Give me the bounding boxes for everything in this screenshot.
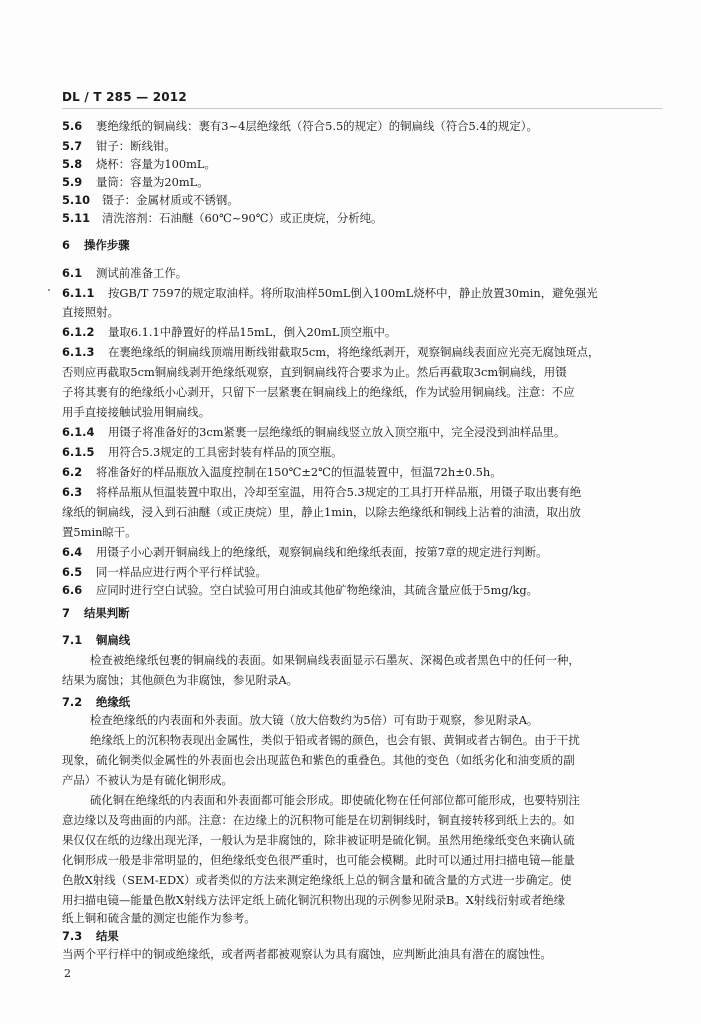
clause-6-6: [62, 582, 660, 598]
clause-number: 6.1.4: [62, 425, 95, 439]
clause-5-6: [62, 118, 660, 134]
text-line: [62, 504, 660, 520]
text-line: [62, 892, 660, 908]
line-text: 子将其裹有的绝缘纸小心剥开，只留下一层紧裹在铜扁线上的绝缘纸，作为试验用铜扁线。注意：不应: [62, 385, 575, 399]
clause-number: 7.1: [62, 633, 83, 647]
line-text: 否则应再截取5cm铜扁线剥开绝缘纸观察，直到铜扁线符合要求为止。然后再截取3cm铜扁线，用镊: [62, 365, 567, 379]
line-text: 镊子：金属材质或不锈钢。: [102, 193, 239, 207]
line-text: 色散X射线（SEM-EDX）或者类似的方法来测定绝缘纸上总的铜含量和硫含量的方式进一步确定。使: [62, 873, 572, 887]
clause-6-4: [62, 544, 660, 560]
clause-5-9: [62, 174, 660, 190]
line-text: 在裹绝缘纸的铜扁线顶端用断线钳截取5cm，将绝缘纸剥开，观察铜扁线表面应光亮无腐蚀斑点，: [108, 345, 600, 359]
line-text: 用手直接接触试验用铜扁线。: [62, 405, 211, 419]
clause-number: 6.2: [62, 465, 83, 479]
clause-number: 5.10: [62, 193, 91, 207]
clause-6-5: [62, 564, 660, 580]
line-text: 用符合5.3规定的工具密封装有样品的顶空瓶。: [108, 445, 343, 459]
clause-number: 5.11: [62, 211, 91, 225]
section-heading: 结果判断: [84, 606, 130, 620]
clause-6-1-3: [62, 344, 660, 360]
line-text: 清洗溶剂：石油醚（60℃~90℃）或正庚烷，分析纯。: [102, 211, 383, 225]
text-line: [62, 832, 660, 848]
line-text: 用镊子将准备好的3cm紧裹一层绝缘纸的铜扁线竖立放入顶空瓶中，完全浸没到油样品里。: [108, 425, 566, 439]
line-text: 钳子：断线钳。: [96, 139, 176, 153]
section-heading: 结果: [96, 929, 119, 943]
clause-7-3: [62, 928, 660, 944]
line-text: 用镊子小心剥开铜扁线上的绝缘纸，观察铜扁线和绝缘纸表面，按第7章的规定进行判断。: [96, 545, 548, 559]
text-line: [62, 872, 660, 888]
line-text: 同一样品应进行两个平行样试验。: [96, 565, 267, 579]
clause-number: 5.7: [62, 139, 83, 153]
clause-number: 7.3: [62, 929, 83, 943]
text-line: [90, 732, 660, 748]
line-text: 将样品瓶从恒温装置中取出，冷却至室温，用符合5.3规定的工具打开样品瓶，用镊子取出裹有绝: [96, 485, 582, 499]
section-heading: 铜扁线: [96, 633, 131, 647]
clause-7-1: [62, 632, 660, 648]
clause-number: 7: [62, 606, 70, 620]
clause-number: 6.3: [62, 485, 83, 499]
standard-code-header: DL / T 285 — 2012: [62, 90, 187, 104]
clause-7: [62, 605, 660, 621]
clause-6-1-5: [62, 444, 660, 460]
text-line: [62, 524, 660, 540]
margin-speck: [48, 289, 50, 291]
text-line: [62, 852, 660, 868]
text-line: [62, 672, 660, 688]
text-line: [62, 752, 660, 768]
clause-7-2: [62, 694, 660, 710]
line-text: 纸上铜和硫含量的测定也能作为参考。: [62, 911, 256, 925]
line-text: 检查绝缘纸的内表面和外表面。放大镜（放大倍数约为5倍）可有助于观察，参见附录A。: [90, 713, 539, 727]
text-line: [62, 772, 660, 788]
line-text: 当两个平行样中的铜或绝缘纸，或者两者都被观察认为具有腐蚀，应判断此油具有潜在的腐蚀性。: [62, 947, 552, 961]
line-text: 绝缘纸上的沉积物表现出金属性，类似于铅或者锡的颜色，也会有银、黄铜或者古铜色。由于干扰: [90, 733, 580, 747]
clause-number: 6.1.1: [62, 286, 95, 300]
clause-6-1-4: [62, 424, 660, 440]
section-heading: 绝缘纸: [96, 695, 131, 709]
line-text: 产品）不被认为是有硫化铜形成。: [62, 773, 233, 787]
clause-5-8: [62, 156, 660, 172]
clause-number: 6.6: [62, 583, 83, 597]
text-line: [62, 946, 660, 962]
clause-number: 6.5: [62, 565, 83, 579]
clause-number: 5.6: [62, 119, 83, 133]
clause-number: 6.1.2: [62, 325, 95, 339]
line-text: 果仅仅在纸的边缘出现光泽，一般认为是非腐蚀的，除非被证明是硫化铜。虽然用绝缘纸变色来确认硫: [62, 833, 575, 847]
line-text: 现象，硫化铜类似金属性的外表面也会出现蓝色和紫色的重叠色。其他的变色（如纸劣化和油变质的副: [62, 753, 575, 767]
text-line: [62, 812, 660, 828]
clause-number: 5.8: [62, 157, 83, 171]
line-text: 烧杯：容量为100mL。: [96, 157, 216, 171]
line-text: 结果为腐蚀；其他颜色为非腐蚀，参见附录A。: [62, 673, 299, 687]
clause-5-10: [62, 192, 660, 208]
line-text: 检查被绝缘纸包裹的铜扁线的表面。如果铜扁线表面显示石墨灰、深褐色或者黑色中的任何一种，: [90, 653, 580, 667]
clause-5-7: [62, 138, 660, 154]
text-line: [90, 652, 660, 668]
line-text: 测试前准备工作。: [96, 266, 188, 280]
clause-6-1: [62, 265, 660, 281]
line-text: 将准备好的样品瓶放入温度控制在150℃±2℃的恒温装置中，恒温72h±0.5h。: [96, 465, 502, 479]
clause-6-1-2: [62, 324, 660, 340]
line-text: 裹绝缘纸的铜扁线：裹有3~4层绝缘纸（符合5.5的规定）的铜扁线（符合5.4的规定）。: [96, 119, 538, 133]
text-line: [62, 384, 660, 400]
line-text: 缘纸的铜扁线，浸入到石油醚（或正庚烷）里，静止1min，以除去绝缘纸和铜线上沾着的油渍，取出放: [62, 505, 581, 519]
clause-6-2: [62, 464, 660, 480]
text-line: [62, 364, 660, 380]
line-text: 硫化铜在绝缘纸的内表面和外表面都可能会形成。即使硫化物在任何部位都可能形成，也要特别注: [90, 793, 580, 807]
clause-number: 6.1: [62, 266, 83, 280]
clause-6-3: [62, 484, 660, 500]
clause-5-11: [62, 210, 660, 226]
clause-number: 6.1.5: [62, 445, 95, 459]
page-number: 2: [64, 967, 71, 980]
line-text: 按GB/T 7597的规定取油样。将所取油样50mL倒入100mL烧杯中，静止放置30min，避免强光: [108, 286, 598, 300]
text-line: [62, 304, 660, 320]
line-text: 用扫描电镜—能量色散X射线方法评定纸上硫化铜沉积物出现的示例参见附录B。X射线衍射或者绝缘: [62, 893, 565, 907]
section-heading: 操作步骤: [84, 238, 130, 252]
clause-number: 6.1.3: [62, 345, 95, 359]
header-rule: [62, 108, 662, 109]
line-text: 直接照射。: [62, 305, 119, 319]
clause-number: 7.2: [62, 695, 83, 709]
line-text: 意边缘以及弯曲面的内部。注意：在边缘上的沉积物可能是在切割铜线时，铜直接转移到纸上去的。如: [62, 813, 575, 827]
text-line: [62, 404, 660, 420]
text-line: [90, 792, 660, 808]
line-text: 应同时进行空白试验。空白试验可用白油或其他矿物绝缘油，其硫含量应低于5mg/kg。: [96, 583, 539, 597]
clause-number: 6.4: [62, 545, 83, 559]
clause-number: 5.9: [62, 175, 83, 189]
line-text: 量筒：容量为20mL。: [96, 175, 209, 189]
text-line: [90, 712, 660, 728]
line-text: 量取6.1.1中静置好的样品15mL，倒入20mL顶空瓶中。: [108, 325, 397, 339]
clause-6: [62, 237, 660, 253]
clause-6-1-1: [62, 285, 660, 301]
line-text: 置5min晾干。: [62, 525, 137, 539]
clause-number: 6: [62, 238, 70, 252]
line-text: 化铜形成一般是非常明显的，但绝缘纸变色很严重时，也可能会模糊。此时可以通过用扫描电镜—能量: [62, 853, 575, 867]
text-line: [62, 910, 660, 926]
